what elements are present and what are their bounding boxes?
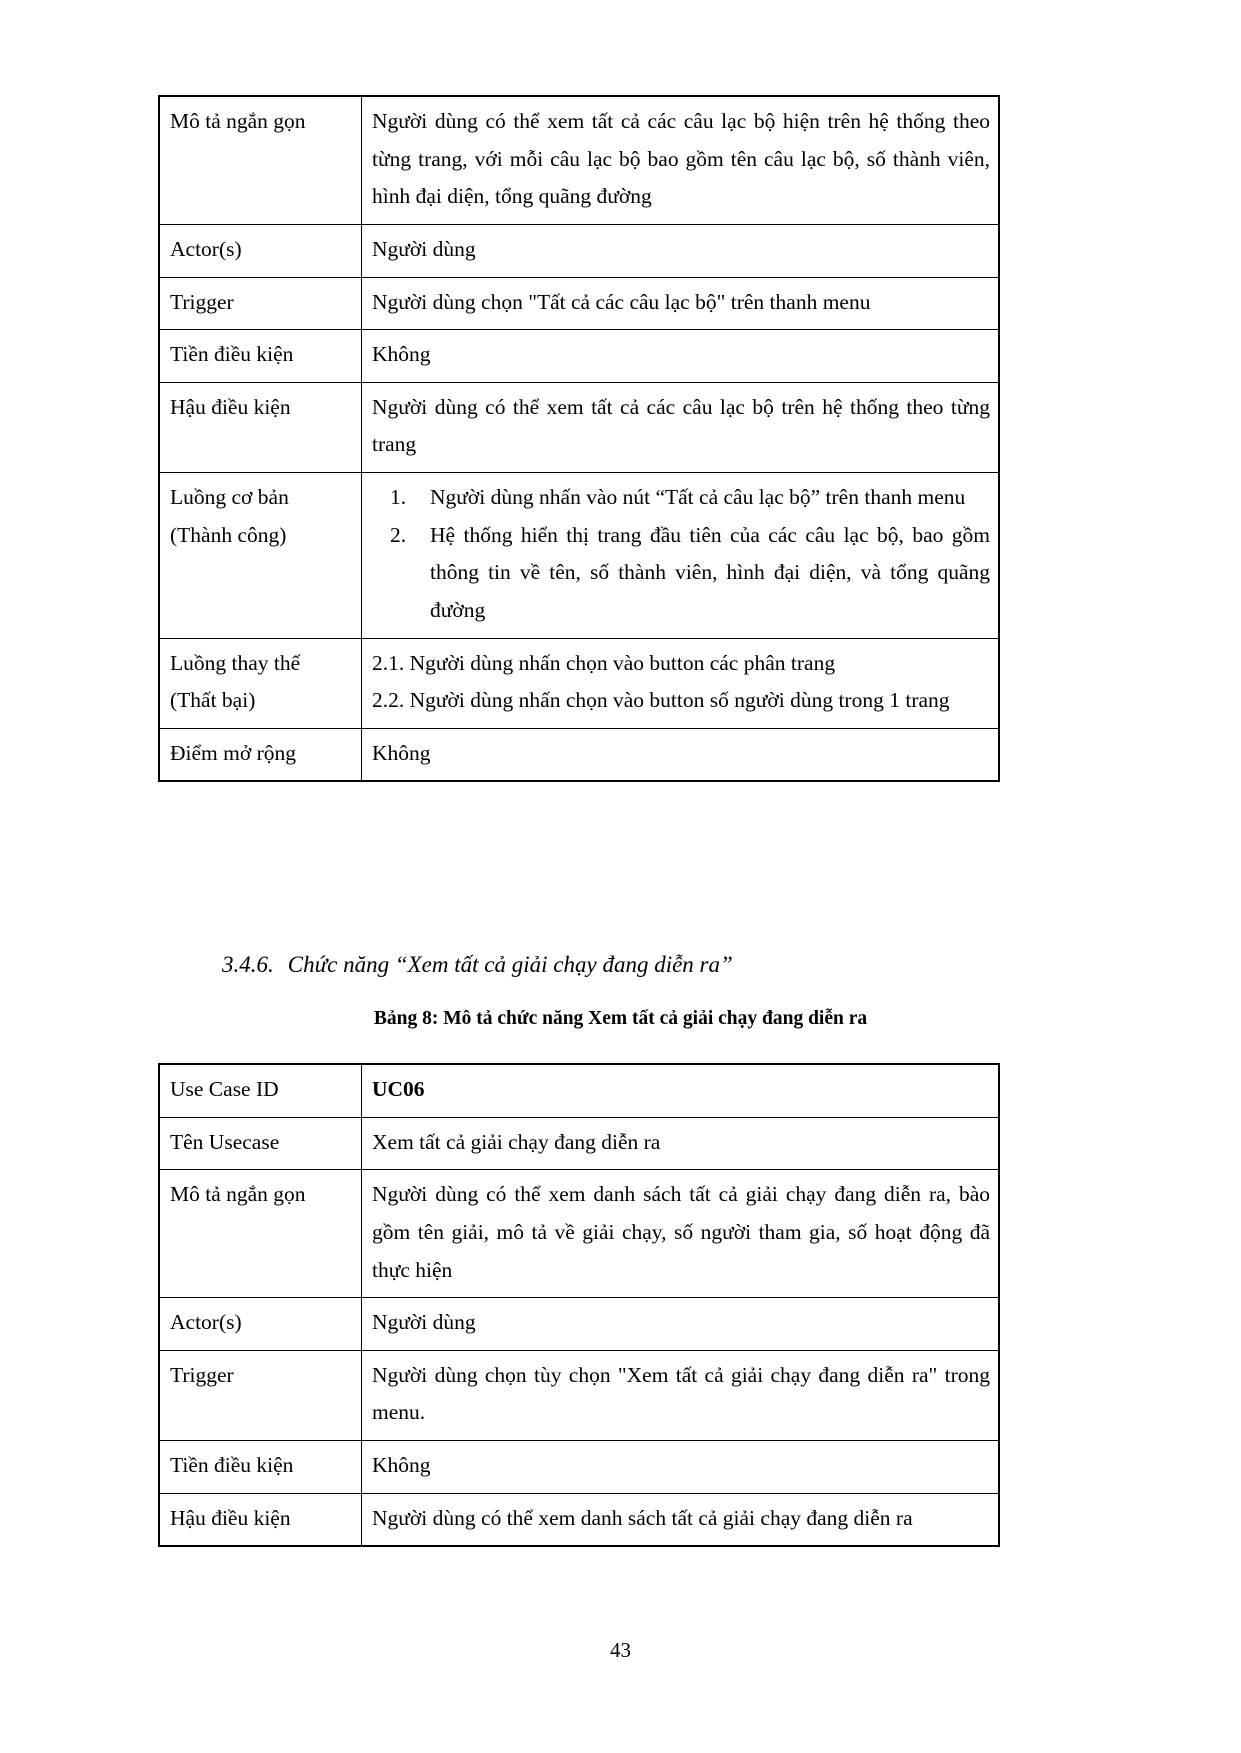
step-text: Người dùng nhấn vào nút “Tất cả câu lạc bộ” trên thanh menu: [430, 485, 966, 509]
step-number: 2.: [390, 522, 407, 547]
table-row: [159, 1350, 999, 1440]
row-value-luong-thay-the: [362, 638, 1000, 728]
table-row: [159, 330, 999, 383]
section-number: 3.4.6.: [222, 952, 274, 977]
row-value-tien-dieu-kien: Không: [362, 330, 1000, 383]
table-row: [159, 1064, 999, 1117]
table-row: [159, 728, 999, 781]
row-label-use-case-id: Use Case ID: [159, 1064, 362, 1117]
table-row: [159, 277, 999, 330]
row-label-trigger: Trigger: [159, 277, 362, 330]
row-value-actors: Người dùng: [362, 1298, 1000, 1351]
row-label-luong-thay-the: [159, 638, 362, 728]
section-title: Chức năng “Xem tất cả giải chạy đang diễn ra”: [287, 952, 733, 977]
section-heading: [222, 952, 733, 978]
row-label-diem-mo-rong: Điểm mở rộng: [159, 728, 362, 781]
step-number: 1.: [390, 485, 407, 509]
use-case-table-uc06: [158, 1063, 1000, 1547]
basic-flow-step: [372, 517, 990, 630]
row-label-trigger: Trigger: [159, 1350, 362, 1440]
row-value-luong-co-ban: [362, 473, 1000, 639]
alt-flow-step: 2.1. Người dùng nhấn chọn vào button các phân trang: [372, 650, 836, 675]
table-row: [159, 1117, 999, 1170]
row-label-mo-ta-ngan-gon: Mô tả ngắn gọn: [159, 1170, 362, 1298]
step-text: Hệ thống hiển thị trang đầu tiên của các câu lạc bộ, bao gồm thông tin về tên, số thành viên, hình đại diện, và tổng quãng đường: [430, 522, 990, 622]
row-label-ten-usecase: Tên Usecase: [159, 1117, 362, 1170]
page-number: 43: [610, 1638, 631, 1662]
basic-flow-step: [372, 479, 990, 517]
row-label-luong-co-ban: [159, 473, 362, 639]
row-label-tien-dieu-kien: Tiền điều kiện: [159, 330, 362, 383]
label-line-2: (Thất bại): [170, 688, 256, 713]
row-value-hau-dieu-kien: Người dùng có thể xem danh sách tất cả giải chạy đang diễn ra: [362, 1493, 1000, 1546]
table-row: [159, 1170, 999, 1298]
table-row: [159, 224, 999, 277]
table-row: [159, 1441, 999, 1494]
row-value-ten-usecase: Xem tất cả giải chạy đang diễn ra: [362, 1117, 1000, 1170]
table-row: [159, 382, 999, 472]
row-value-mo-ta-ngan-gon: Người dùng có thể xem danh sách tất cả giải chạy đang diễn ra, bào gồm tên giải, mô tả về giải chạy, số người tham gia, số hoạt động đã thực hiện: [362, 1170, 1000, 1298]
row-label-hau-dieu-kien: Hậu điều kiện: [159, 1493, 362, 1546]
row-value-hau-dieu-kien: Người dùng có thể xem tất cả các câu lạc bộ trên hệ thống theo từng trang: [362, 382, 1000, 472]
row-value-actors: Người dùng: [362, 224, 1000, 277]
row-value-mo-ta-ngan-gon: Người dùng có thể xem tất cả các câu lạc bộ hiện trên hệ thống theo từng trang, với mỗi câu lạc bộ bao gồm tên câu lạc bộ, số thành viên, hình đại diện, tổng quãng đường: [362, 96, 1000, 224]
row-value-use-case-id: UC06: [362, 1064, 1000, 1117]
label-line-2: (Thành công): [170, 522, 287, 547]
table-caption: Bảng 8: Mô tả chức năng Xem tất cả giải chạy đang diễn ra: [373, 1008, 868, 1029]
table-row: [159, 96, 999, 224]
row-value-tien-dieu-kien: Không: [362, 1441, 1000, 1494]
row-label-mo-ta-ngan-gon: Mô tả ngắn gọn: [159, 96, 362, 224]
basic-flow-step-list: [372, 479, 990, 630]
row-label-actors: Actor(s): [159, 224, 362, 277]
row-value-trigger: Người dùng chọn "Tất cả các câu lạc bộ" trên thanh menu: [362, 277, 1000, 330]
row-label-tien-dieu-kien: Tiền điều kiện: [159, 1441, 362, 1494]
alt-flow-step: 2.2. Người dùng nhấn chọn vào button số người dùng trong 1 trang: [372, 688, 950, 713]
use-case-table-uc05: [158, 95, 1000, 782]
table-row-alt-flow: [159, 638, 999, 728]
label-line-1: Luồng cơ bản: [170, 485, 289, 509]
label-line-1: Luồng thay thế: [170, 650, 301, 675]
row-label-actors: Actor(s): [159, 1298, 362, 1351]
row-label-hau-dieu-kien: Hậu điều kiện: [159, 382, 362, 472]
table-row: [159, 1493, 999, 1546]
row-value-diem-mo-rong: Không: [362, 728, 1000, 781]
table-row: [159, 1298, 999, 1351]
row-value-trigger: Người dùng chọn tùy chọn "Xem tất cả giải chạy đang diễn ra" trong menu.: [362, 1350, 1000, 1440]
table-row-basic-flow: [159, 473, 999, 639]
